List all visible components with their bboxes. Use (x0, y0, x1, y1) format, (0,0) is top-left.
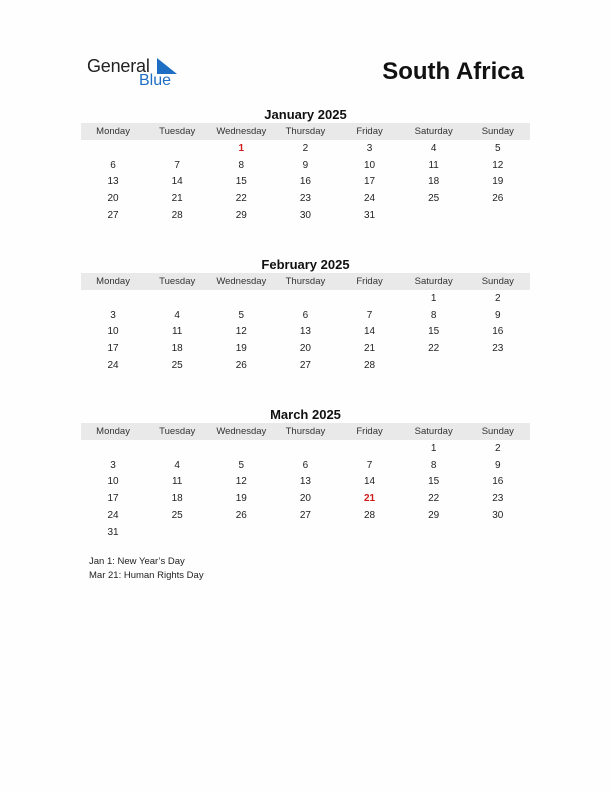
week-row (81, 340, 530, 357)
day-cell: 4 (174, 459, 180, 471)
month-february (81, 256, 530, 374)
week-row (81, 290, 530, 307)
month-january (81, 106, 530, 224)
week-row (81, 490, 530, 507)
day-cell: 26 (492, 193, 504, 205)
day-cell: 2 (495, 292, 501, 304)
day-cell: 10 (364, 159, 376, 171)
day-cell: 22 (428, 493, 440, 505)
weekday-label: Wednesday (216, 426, 267, 437)
month-grid (81, 290, 530, 374)
day-cell: 1 (238, 142, 245, 154)
month-grid (81, 140, 530, 224)
day-cell: 25 (171, 360, 183, 372)
day-cell: 24 (364, 193, 376, 205)
day-cell: 29 (235, 210, 247, 222)
day-cell: 13 (107, 176, 119, 188)
week-row (81, 207, 530, 224)
weekday-label: Monday (96, 126, 130, 137)
day-cell: 25 (171, 510, 183, 522)
weekday-header (81, 423, 530, 440)
week-row (81, 474, 530, 491)
day-cell: 16 (492, 476, 504, 488)
day-cell: 5 (238, 459, 245, 471)
day-cell: 9 (302, 159, 309, 171)
day-cell: 5 (495, 142, 501, 154)
weekday-label: Friday (356, 276, 383, 287)
week-row (81, 440, 530, 457)
day-cell: 20 (299, 493, 311, 505)
day-cell: 2 (495, 442, 501, 454)
weekday-label: Saturday (414, 126, 453, 137)
logo (87, 56, 187, 92)
day-cell: 13 (299, 476, 311, 488)
week-row (81, 174, 530, 191)
week-row (81, 157, 530, 174)
holiday-note: Jan 1: New Year’s Day (89, 556, 185, 567)
day-cell: 1 (430, 292, 437, 304)
day-cell: 25 (428, 193, 440, 205)
day-cell: 21 (364, 493, 376, 505)
day-cell: 6 (302, 459, 309, 471)
weekday-label: Thursday (285, 126, 326, 137)
day-cell: 30 (299, 210, 311, 222)
weekday-label: Monday (96, 426, 130, 437)
week-row (81, 507, 530, 524)
day-cell: 3 (366, 142, 373, 154)
week-row (81, 524, 530, 541)
day-cell: 19 (235, 343, 247, 355)
week-row (81, 357, 530, 374)
day-cell: 28 (364, 510, 376, 522)
day-cell: 9 (495, 459, 501, 471)
logo-general-text: General (87, 56, 150, 76)
day-cell: 27 (107, 210, 119, 222)
day-cell: 16 (299, 176, 311, 188)
weekday-header (81, 123, 530, 140)
day-cell: 15 (428, 326, 440, 338)
day-cell: 17 (107, 493, 119, 505)
day-cell: 7 (174, 159, 180, 171)
day-cell: 1 (430, 442, 437, 454)
day-cell: 8 (430, 459, 437, 471)
day-cell: 17 (107, 343, 119, 355)
day-cell: 22 (235, 193, 247, 205)
week-row (81, 140, 530, 157)
week-row (81, 324, 530, 341)
day-cell: 7 (366, 309, 373, 321)
weekday-label: Tuesday (159, 276, 196, 287)
day-cell: 22 (428, 343, 440, 355)
day-cell: 12 (235, 326, 247, 338)
weekday-label: Wednesday (216, 276, 267, 287)
day-cell: 24 (107, 360, 119, 372)
day-cell: 26 (235, 510, 247, 522)
day-cell: 20 (299, 343, 311, 355)
weekday-label: Monday (96, 276, 130, 287)
day-cell: 8 (238, 159, 245, 171)
week-row (81, 307, 530, 324)
day-cell: 20 (107, 193, 119, 205)
holiday-notes (89, 555, 204, 583)
day-cell: 23 (492, 343, 504, 355)
weekday-label: Sunday (481, 276, 514, 287)
day-cell: 31 (107, 526, 119, 538)
day-cell: 6 (110, 159, 116, 171)
logo-blue-text: Blue (139, 72, 172, 89)
day-cell: 11 (428, 159, 439, 171)
day-cell: 21 (171, 193, 183, 205)
day-cell: 23 (492, 493, 504, 505)
weekday-label: Friday (356, 126, 383, 137)
country-title: South Africa (382, 58, 524, 85)
day-cell: 18 (171, 343, 183, 355)
weekday-label: Tuesday (159, 126, 196, 137)
day-cell: 2 (302, 142, 309, 154)
day-cell: 3 (110, 309, 116, 321)
day-cell: 12 (235, 476, 247, 488)
day-cell: 28 (364, 360, 376, 372)
day-cell: 30 (492, 510, 504, 522)
day-cell: 4 (430, 142, 437, 154)
weekday-label: Thursday (285, 426, 326, 437)
week-row (81, 190, 530, 207)
day-cell: 27 (299, 510, 311, 522)
weekday-header (81, 273, 530, 290)
weekday-label: Saturday (414, 426, 453, 437)
day-cell: 14 (364, 326, 376, 338)
day-cell: 14 (171, 176, 183, 188)
day-cell: 12 (492, 159, 504, 171)
day-cell: 3 (110, 459, 116, 471)
day-cell: 15 (235, 176, 247, 188)
weekday-label: Thursday (285, 276, 326, 287)
day-cell: 10 (107, 476, 119, 488)
month-title: March 2025 (270, 407, 341, 422)
month-title: February 2025 (261, 257, 350, 272)
day-cell: 7 (366, 459, 373, 471)
holiday-note: Mar 21: Human Rights Day (89, 570, 204, 581)
day-cell: 11 (171, 476, 183, 488)
day-cell: 8 (430, 309, 437, 321)
weekday-label: Tuesday (159, 426, 196, 437)
day-cell: 5 (238, 309, 245, 321)
day-cell: 4 (174, 309, 180, 321)
month-march (81, 406, 530, 541)
day-cell: 24 (107, 510, 119, 522)
day-cell: 6 (302, 309, 309, 321)
day-cell: 11 (171, 326, 183, 338)
month-grid (81, 440, 530, 541)
day-cell: 31 (364, 210, 376, 222)
week-row (81, 457, 530, 474)
day-cell: 21 (364, 343, 376, 355)
day-cell: 28 (171, 210, 183, 222)
day-cell: 19 (235, 493, 247, 505)
day-cell: 14 (364, 476, 376, 488)
day-cell: 17 (364, 176, 376, 188)
weekday-label: Saturday (414, 276, 453, 287)
day-cell: 10 (107, 326, 119, 338)
day-cell: 18 (428, 176, 440, 188)
weekday-label: Sunday (481, 126, 514, 137)
day-cell: 23 (299, 193, 311, 205)
day-cell: 13 (299, 326, 311, 338)
day-cell: 16 (492, 326, 504, 338)
day-cell: 15 (428, 476, 440, 488)
month-title: January 2025 (264, 107, 347, 122)
weekday-label: Wednesday (216, 126, 267, 137)
day-cell: 27 (299, 360, 311, 372)
day-cell: 26 (235, 360, 247, 372)
weekday-label: Sunday (481, 426, 514, 437)
day-cell: 29 (428, 510, 440, 522)
weekday-label: Friday (356, 426, 383, 437)
day-cell: 9 (495, 309, 501, 321)
day-cell: 19 (492, 176, 504, 188)
day-cell: 18 (171, 493, 183, 505)
